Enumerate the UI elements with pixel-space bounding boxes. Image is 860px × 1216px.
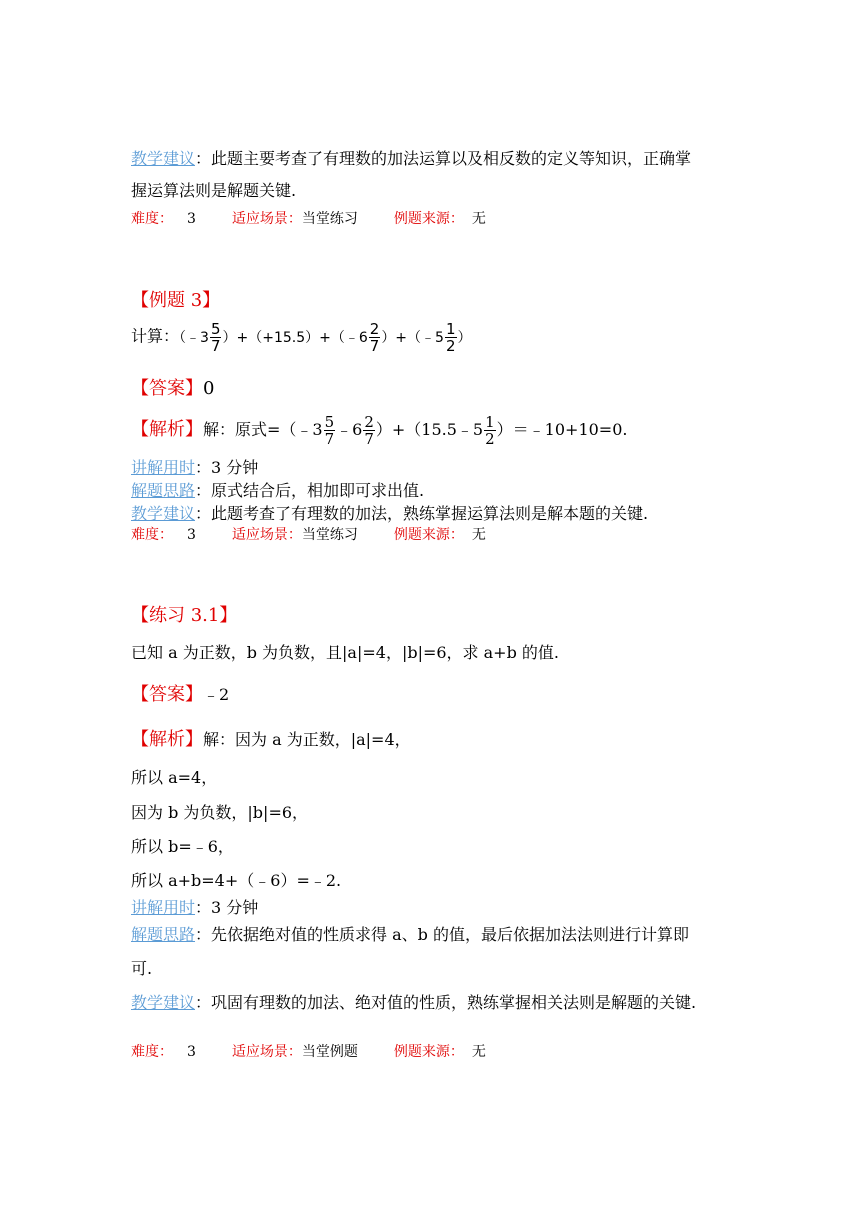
analysis-line: 所以 a=4，	[131, 768, 218, 787]
time-value: ：3 分钟	[195, 898, 259, 917]
time-label: 讲解用时	[131, 898, 196, 917]
source-label: 例题来源：	[393, 211, 464, 227]
example3-answer	[131, 374, 214, 400]
practice-advice	[131, 990, 696, 1013]
example3-time	[131, 455, 258, 478]
idea-value: ：先依据绝对值的性质求得 a、b 的值，最后依据加法法则进行计算即	[195, 925, 689, 944]
advice-value: ：巩固有理数的加法、绝对值的性质，熟练掌握相关法则是解题的关键.	[195, 993, 697, 1012]
analysis-label: 【解析】	[131, 729, 203, 750]
scene-label: 适应场景：	[231, 211, 302, 227]
fraction: $\frac{1}{2}$	[445, 320, 456, 355]
source-value: 无	[471, 1044, 486, 1060]
problem-prefix: 计算：	[131, 326, 180, 346]
analysis-label: 【解析】	[131, 419, 203, 440]
practice-idea-line-2: 可.	[131, 959, 153, 978]
practice-problem: 已知 a 为正数，b 为负数，且|a|=4，|b|=6，求 a+b 的值.	[131, 643, 560, 662]
fraction: $\frac{2}{7}$	[364, 413, 374, 448]
example3-analysis: 【解析】解：原式=（﹣3 $\frac{5}{7}$ ﹣6 $\frac{2}{7}$ ）+（15.5﹣5 $\frac{1}{2}$ ）＝﹣10+10=0.	[131, 413, 628, 448]
example3-heading: 【例题 3】	[131, 290, 221, 311]
difficulty-label: 难度：	[131, 211, 173, 227]
practice-idea-line-1	[131, 922, 689, 945]
meta-line	[131, 208, 486, 228]
advice-value: ：此题考查了有理数的加法，熟练掌握运算法则是解本题的关键.	[195, 504, 649, 523]
advice-label: 教学建议	[131, 149, 196, 168]
advice-label: 教学建议	[131, 993, 196, 1012]
analysis-prefix: 解：原式=	[203, 420, 281, 439]
analysis-line: 解：因为 a 为正数，|a|=4，	[203, 730, 411, 749]
scene-label: 适应场景：	[231, 1044, 302, 1060]
difficulty-label: 难度：	[131, 527, 173, 543]
source-value: 无	[471, 527, 486, 543]
analysis-line: 因为 b 为负数，|b|=6，	[131, 803, 309, 822]
idea-label: 解题思路	[131, 925, 196, 944]
practice-heading: 【练习 3.1】	[131, 605, 238, 626]
example3-advice	[131, 501, 648, 524]
fraction: $\frac{2}{7}$	[369, 320, 380, 355]
fraction: $\frac{1}{2}$	[485, 413, 495, 448]
advice-text: ：此题主要考查了有理数的加法运算以及相反数的定义等知识，正确掌	[195, 149, 692, 168]
scene-label: 适应场景：	[231, 527, 302, 543]
difficulty-value: 3	[187, 1044, 196, 1060]
advice-label: 教学建议	[131, 504, 196, 523]
advice-line-1	[131, 146, 691, 169]
answer-value: 0	[203, 378, 215, 399]
fraction: $\frac{5}{7}$	[324, 413, 335, 448]
analysis-result: ＝﹣10+10=0.	[512, 420, 628, 439]
idea-value: ：原式结合后，相加即可求出值.	[195, 481, 425, 500]
meta-line	[131, 524, 486, 544]
scene-value: 当堂练习	[301, 211, 358, 227]
advice-line-2: 握运算法则是解题关键.	[131, 181, 297, 200]
difficulty-value: 3	[187, 211, 196, 227]
practice-time	[131, 895, 258, 918]
example3-idea	[131, 478, 424, 501]
time-label: 讲解用时	[131, 458, 196, 477]
scene-value: 当堂例题	[301, 1044, 358, 1060]
answer-label: 【答案】	[131, 378, 203, 399]
difficulty-label: 难度：	[131, 1044, 173, 1060]
difficulty-value: 3	[187, 527, 196, 543]
idea-label: 解题思路	[131, 481, 196, 500]
source-label: 例题来源：	[393, 527, 464, 543]
answer-value: ﹣2	[203, 685, 230, 704]
practice-answer	[131, 680, 229, 706]
scene-value: 当堂练习	[301, 527, 358, 543]
meta-line	[131, 1041, 486, 1061]
example3-problem: 计算：（﹣3 $\frac{5}{7}$ ）+（+15.5）+（﹣6 $\frac{2}{7}$ ）+（﹣5 $\frac{1}{2}$ ）	[131, 320, 472, 355]
fraction: $\frac{5}{7}$	[210, 320, 221, 355]
answer-label: 【答案】	[131, 684, 203, 705]
analysis-line: 所以 a+b=4+（﹣6）=﹣2.	[131, 871, 342, 890]
analysis-line: 所以 b=﹣6，	[131, 837, 234, 856]
time-value: ：3 分钟	[195, 458, 259, 477]
source-label: 例题来源：	[393, 1044, 464, 1060]
practice-analysis	[131, 725, 411, 751]
source-value: 无	[471, 211, 486, 227]
